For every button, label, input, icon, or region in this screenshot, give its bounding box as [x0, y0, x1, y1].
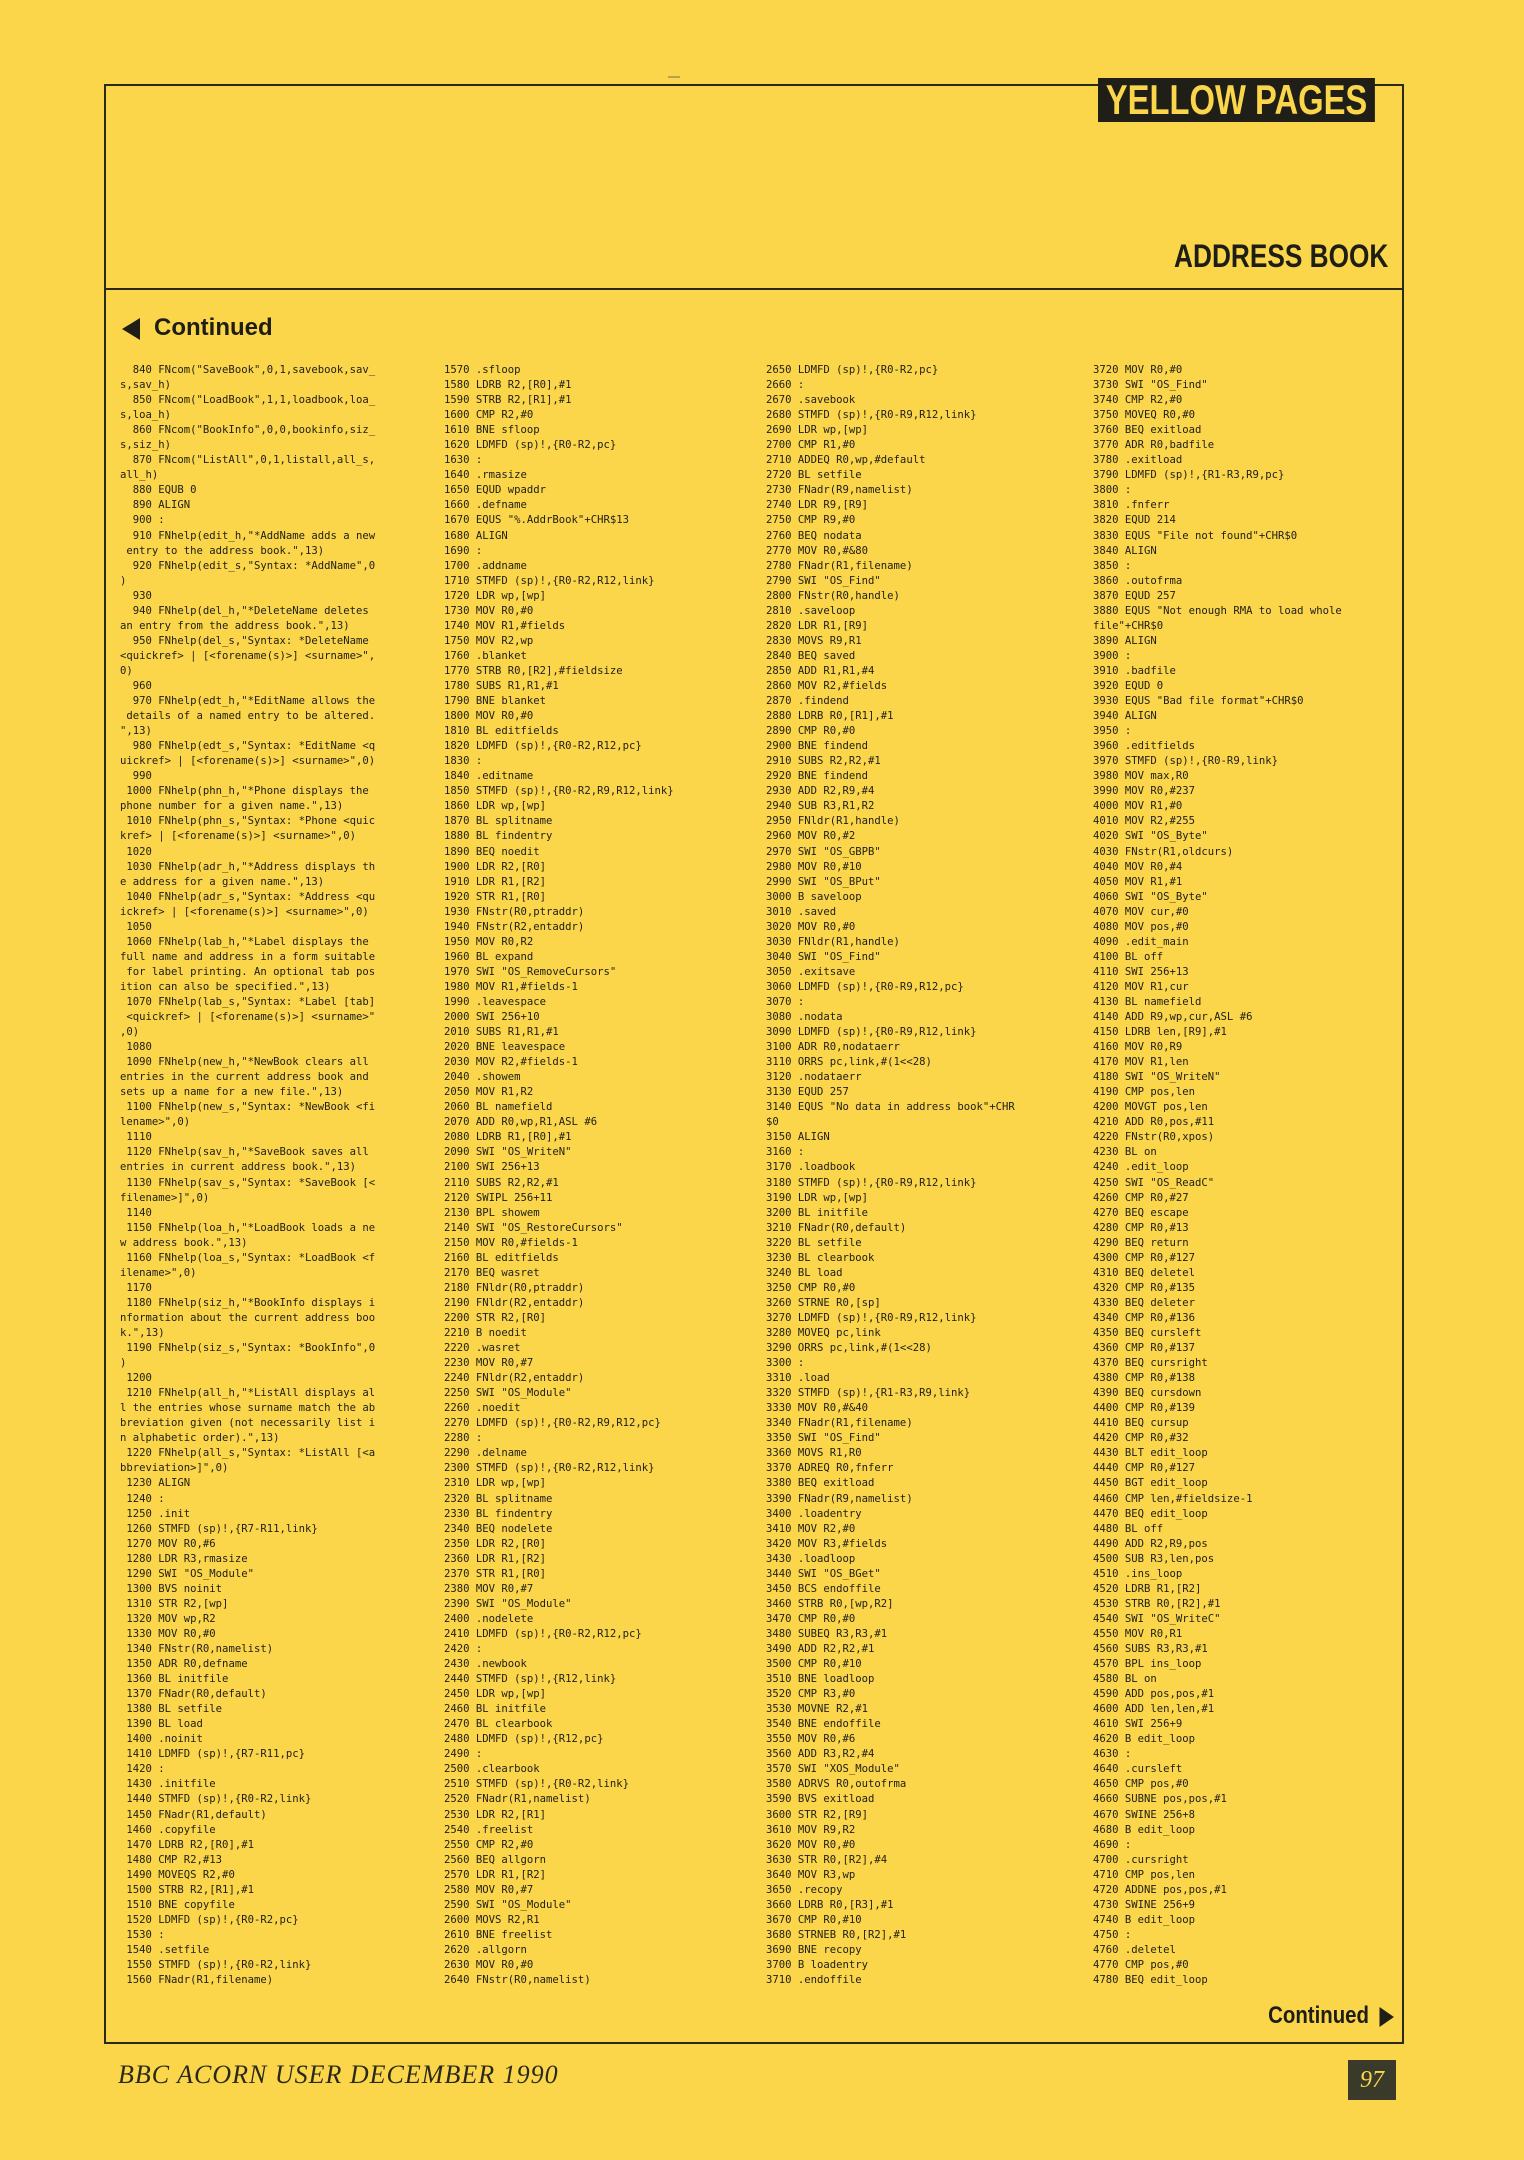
section-label: YELLOW PAGES	[1098, 78, 1375, 122]
continued-bottom-label: Continued	[1268, 2002, 1370, 2029]
continued-top-label: Continued	[154, 314, 273, 341]
listing-column-2: 1570 .sfloop 1580 LDRB R2,[R0],#1 1590 STRB R2,[R1],#1 1600 CMP R2,#0 1610 BNE sfloop 1620 LDMFD (sp)!,{R0-R2,pc} 1630 : 1640 .rmasize 1650 EQUD wpaddr 1660 .defname 1670 EQUS "%.AddrBook"+CHR$13 1680 ALIGN 1690 : 1700 .addname 1710 STMFD (sp)!,{R0-R2,R12,link} 1720 LDR wp,[wp] 1730 MOV R0,#0 1740 MOV R1,#fields 1750 MOV R2,wp 1760 .blanket 1770 STRB R0,[R2],#fieldsize 1780 SUBS R1,R1,#1 1790 BNE blanket 1800 MOV R0,#0 1810 BL editfields 1820 LDMFD (sp)!,{R0-R2,R12,pc} 1830 : 1840 .editname 1850 STMFD (sp)!,{R0-R2,R9,R12,link} 1860 LDR wp,[wp] 1870 BL splitname 1880 BL findentry 1890 BEQ noedit 1900 LDR R2,[R0] 1910 LDR R1,[R2] 1920 STR R1,[R0] 1930 FNstr(R0,ptraddr) 1940 FNstr(R2,entaddr) 1950 MOV R0,R2 1960 BL expand 1970 SWI "OS_RemoveCursors" 1980 MOV R1,#fields-1 1990 .leavespace 2000 SWI 256+10 2010 SUBS R1,R1,#1 2020 BNE leavespace 2030 MOV R2,#fields-1 2040 .showem 2050 MOV R1,R2 2060 BL namefield 2070 ADD R0,wp,R1,ASL #6 2080 LDRB R1,[R0],#1 2090 SWI "OS_WriteN" 2100 SWI 256+13 2110 SUBS R2,R2,#1 2120 SWIPL 256+11 2130 BPL showem 2140 SWI "OS_RestoreCursors" 2150 MOV R0,#fields-1 2160 BL editfields 2170 BEQ wasret 2180 FNldr(R0,ptraddr) 2190 FNldr(R2,entaddr) 2200 STR R2,[R0] 2210 B noedit 2220 .wasret 2230 MOV R0,#7 2240 FNldr(R2,entaddr) 2250 SWI "OS_Module" 2260 .noedit 2270 LDMFD (sp)!,{R0-R2,R9,R12,pc} 2280 : 2290 .delname 2300 STMFD (sp)!,{R0-R2,R12,link} 2310 LDR wp,[wp] 2320 BL splitname 2330 BL findentry 2340 BEQ nodelete 2350 LDR R2,[R0] 2360 LDR R1,[R2] 2370 STR R1,[R0] 2380 MOV R0,#7 2390 SWI "OS_Module" 2400 .nodelete 2410 LDMFD (sp)!,{R0-R2,R12,pc} 2420 : 2430 .newbook 2440 STMFD (sp)!,{R12,link} 2450 LDR wp,[wp] 2460 BL initfile 2470 BL clearbook 2480 LDMFD (sp)!,{R12,pc} 2490 : 2500 .clearbook 2510 STMFD (sp)!,{R0-R2,link} 2520 FNadr(R1,namelist) 2530 LDR R2,[R1] 2540 .freelist 2550 CMP R2,#0 2560 BEQ allgorn 2570 LDR R1,[R2] 2580 MOV R0,#7 2590 SWI "OS_Module" 2600 MOVS R2,R1 2610 BNE freelist 2620 .allgorn 2630 MOV R0,#0 2640 FNstr(R0,namelist)	[444, 364, 674, 1987]
top-edge-mark	[668, 76, 680, 78]
arrow-left-icon	[122, 318, 140, 340]
listing-column-3: 2650 LDMFD (sp)!,{R0-R2,pc} 2660 : 2670 .savebook 2680 STMFD (sp)!,{R0-R9,R12,link} 2690 LDR wp,[wp] 2700 CMP R1,#0 2710 ADDEQ R0,wp,#default 2720 BL setfile 2730 FNadr(R9,namelist) 2740 LDR R9,[R9] 2750 CMP R9,#0 2760 BEQ nodata 2770 MOV R0,#&80 2780 FNadr(R1,filename) 2790 SWI "OS_Find" 2800 FNstr(R0,handle) 2810 .saveloop 2820 LDR R1,[R9] 2830 MOVS R9,R1 2840 BEQ saved 2850 ADD R1,R1,#4 2860 MOV R2,#fields 2870 .findend 2880 LDRB R0,[R1],#1 2890 CMP R0,#0 2900 BNE findend 2910 SUBS R2,R2,#1 2920 BNE findend 2930 ADD R2,R9,#4 2940 SUB R3,R1,R2 2950 FNldr(R1,handle) 2960 MOV R0,#2 2970 SWI "OS_GBPB" 2980 MOV R0,#10 2990 SWI "OS_BPut" 3000 B saveloop 3010 .saved 3020 MOV R0,#0 3030 FNldr(R1,handle) 3040 SWI "OS_Find" 3050 .exitsave 3060 LDMFD (sp)!,{R0-R9,R12,pc} 3070 : 3080 .nodata 3090 LDMFD (sp)!,{R0-R9,R12,link} 3100 ADR R0,nodataerr 3110 ORRS pc,link,#(1<<28) 3120 .nodataerr 3130 EQUD 257 3140 EQUS "No data in address book"+CHR $0 3150 ALIGN 3160 : 3170 .loadbook 3180 STMFD (sp)!,{R0-R9,R12,link} 3190 LDR wp,[wp] 3200 BL initfile 3210 FNadr(R0,default) 3220 BL setfile 3230 BL clearbook 3240 BL load 3250 CMP R0,#0 3260 STRNE R0,[sp] 3270 LDMFD (sp)!,{R0-R9,R12,link} 3280 MOVEQ pc,link 3290 ORRS pc,link,#(1<<28) 3300 : 3310 .load 3320 STMFD (sp)!,{R1-R3,R9,link} 3330 MOV R0,#&40 3340 FNadr(R1,filename) 3350 SWI "OS_Find" 3360 MOVS R1,R0 3370 ADREQ R0,fnferr 3380 BEQ exitload 3390 FNadr(R9,namelist) 3400 .loadentry 3410 MOV R2,#0 3420 MOV R3,#fields 3430 .loadloop 3440 SWI "OS_BGet" 3450 BCS endoffile 3460 STRB R0,[wp,R2] 3470 CMP R0,#0 3480 SUBEQ R3,R3,#1 3490 ADD R2,R2,#1 3500 CMP R0,#10 3510 BNE loadloop 3520 CMP R3,#0 3530 MOVNE R2,#1 3540 BNE endoffile 3550 MOV R0,#6 3560 ADD R3,R2,#4 3570 SWI "XOS_Module" 3580 ADRVS R0,outofrma 3590 BVS exitload 3600 STR R2,[R9] 3610 MOV R9,R2 3620 MOV R0,#0 3630 STR R0,[R2],#4 3640 MOV R3,wp 3650 .recopy 3660 LDRB R0,[R3],#1 3670 CMP R0,#10 3680 STRNEB R0,[R2],#1 3690 BNE recopy 3700 B loadentry 3710 .endoffile	[766, 364, 1015, 1987]
listing-column-4: 3720 MOV R0,#0 3730 SWI "OS_Find" 3740 CMP R2,#0 3750 MOVEQ R0,#0 3760 BEQ exitload 3770 ADR R0,badfile 3780 .exitload 3790 LDMFD (sp)!,{R1-R3,R9,pc} 3800 : 3810 .fnferr 3820 EQUD 214 3830 EQUS "File not found"+CHR$0 3840 ALIGN 3850 : 3860 .outofrma 3870 EQUD 257 3880 EQUS "Not enough RMA to load whole file"+CHR$0 3890 ALIGN 3900 : 3910 .badfile 3920 EQUD 0 3930 EQUS "Bad file format"+CHR$0 3940 ALIGN 3950 : 3960 .editfields 3970 STMFD (sp)!,{R0-R9,link} 3980 MOV max,R0 3990 MOV R0,#237 4000 MOV R1,#0 4010 MOV R2,#255 4020 SWI "OS_Byte" 4030 FNstr(R1,oldcurs) 4040 MOV R0,#4 4050 MOV R1,#1 4060 SWI "OS_Byte" 4070 MOV cur,#0 4080 MOV pos,#0 4090 .edit_main 4100 BL off 4110 SWI 256+13 4120 MOV R1,cur 4130 BL namefield 4140 ADD R9,wp,cur,ASL #6 4150 LDRB len,[R9],#1 4160 MOV R0,R9 4170 MOV R1,len 4180 SWI "OS_WriteN" 4190 CMP pos,len 4200 MOVGT pos,len 4210 ADD R0,pos,#11 4220 FNstr(R0,xpos) 4230 BL on 4240 .edit_loop 4250 SWI "OS_ReadC" 4260 CMP R0,#27 4270 BEQ escape 4280 CMP R0,#13 4290 BEQ return 4300 CMP R0,#127 4310 BEQ deletel 4320 CMP R0,#135 4330 BEQ deleter 4340 CMP R0,#136 4350 BEQ cursleft 4360 CMP R0,#137 4370 BEQ cursright 4380 CMP R0,#138 4390 BEQ cursdown 4400 CMP R0,#139 4410 BEQ cursup 4420 CMP R0,#32 4430 BLT edit_loop 4440 CMP R0,#127 4450 BGT edit_loop 4460 CMP len,#fieldsize-1 4470 BEQ edit_loop 4480 BL off 4490 ADD R2,R9,pos 4500 SUB R3,len,pos 4510 .ins_loop 4520 LDRB R1,[R2] 4530 STRB R0,[R2],#1 4540 SWI "OS_WriteC" 4550 MOV R0,R1 4560 SUBS R3,R3,#1 4570 BPL ins_loop 4580 BL on 4590 ADD pos,pos,#1 4600 ADD len,len,#1 4610 SWI 256+9 4620 B edit_loop 4630 : 4640 .cursleft 4650 CMP pos,#0 4660 SUBNE pos,pos,#1 4670 SWINE 256+8 4680 B edit_loop 4690 : 4700 .cursright 4710 CMP pos,len 4720 ADDNE pos,pos,#1 4730 SWINE 256+9 4740 B edit_loop 4750 : 4760 .deletel 4770 CMP pos,#0 4780 BEQ edit_loop	[1093, 364, 1342, 1987]
continued-on-next	[1269, 2002, 1394, 2030]
page-number: 97	[1348, 2060, 1396, 2100]
publication-footer: BBC ACORN USER DECEMBER 1990	[118, 2060, 559, 2089]
listing-column-1: 840 FNcom("SaveBook",0,1,savebook,sav_ s,sav_h) 850 FNcom("LoadBook",1,1,loadbook,loa_ s,loa_h) 860 FNcom("BookInfo",0,0,bookinfo,siz_ s,siz_h) 870 FNcom("ListAll",0,1,listall,all_s, all_h) 880 EQUB 0 890 ALIGN 900 : 910 FNhelp(edit_h,"*AddName adds a new entry to the address book.",13) 920 FNhelp(edit_s,"Syntax: *AddName",0 ) 930 940 FNhelp(del_h,"*DeleteName deletes an entry from the address book.",13) 950 FNhelp(del_s,"Syntax: *DeleteName <quickref> | [<forename(s)>] <surname>", 0) 960 970 FNhelp(edt_h,"*EditName allows the details of a named entry to be altered. ",13) 980 FNhelp(edt_s,"Syntax: *EditName <q uickref> | [<forename(s)>] <surname>",0) 990 1000 FNhelp(phn_h,"*Phone displays the phone number for a given name.",13) 1010 FNhelp(phn_s,"Syntax: *Phone <quic kref> | [<forename(s)>] <surname>",0) 1020 1030 FNhelp(adr_h,"*Address displays th e address for a given name.",13) 1040 FNhelp(adr_s,"Syntax: *Address <qu ickref> | [<forename(s)>] <surname>",0) 1050 1060 FNhelp(lab_h,"*Label displays the full name and address in a form suitable for label printing. An optional tab pos ition can also be specified.",13) 1070 FNhelp(lab_s,"Syntax: *Label [tab] <quickref> | [<forename(s)>] <surname>" ,0) 1080 1090 FNhelp(new_h,"*NewBook clears all entries in the current address book and sets up a name for a new file.",13) 1100 FNhelp(new_s,"Syntax: *NewBook <fi lename>",0) 1110 1120 FNhelp(sav_h,"*SaveBook saves all entries in current address book.",13) 1130 FNhelp(sav_s,"Syntax: *SaveBook [< filename>]",0) 1140 1150 FNhelp(loa_h,"*LoadBook loads a ne w address book.",13) 1160 FNhelp(loa_s,"Syntax: *LoadBook <f ilename>",0) 1170 1180 FNhelp(siz_h,"*BookInfo displays i nformation about the current address boo k.",13) 1190 FNhelp(siz_s,"Syntax: *BookInfo",0 ) 1200 1210 FNhelp(all_h,"*ListAll displays al l the entries whose surname match the ab breviation given (not necessarily list i n alphabetic order).",13) 1220 FNhelp(all_s,"Syntax: *ListAll [<a bbreviation>]",0) 1230 ALIGN 1240 : 1250 .init 1260 STMFD (sp)!,{R7-R11,link} 1270 MOV R0,#6 1280 LDR R3,rmasize 1290 SWI "OS_Module" 1300 BVS noinit 1310 STR R2,[wp] 1320 MOV wp,R2 1330 MOV R0,#0 1340 FNstr(R0,namelist) 1350 ADR R0,defname 1360 BL initfile 1370 FNadr(R0,default) 1380 BL setfile 1390 BL load 1400 .noinit 1410 LDMFD (sp)!,{R7-R11,pc} 1420 : 1430 .initfile 1440 STMFD (sp)!,{R0-R2,link} 1450 FNadr(R1,default) 1460 .copyfile 1470 LDRB R2,[R0],#1 1480 CMP R2,#13 1490 MOVEQS R2,#0 1500 STRB R2,[R1],#1 1510 BNE copyfile 1520 LDMFD (sp)!,{R0-R2,pc} 1530 : 1540 .setfile 1550 STMFD (sp)!,{R0-R2,link} 1560 FNadr(R1,filename)	[120, 364, 376, 1987]
page-title: ADDRESS BOOK	[1173, 238, 1388, 274]
header-divider	[104, 288, 1404, 290]
arrow-right-icon	[1380, 2007, 1394, 2027]
continued-from-previous	[122, 314, 273, 342]
